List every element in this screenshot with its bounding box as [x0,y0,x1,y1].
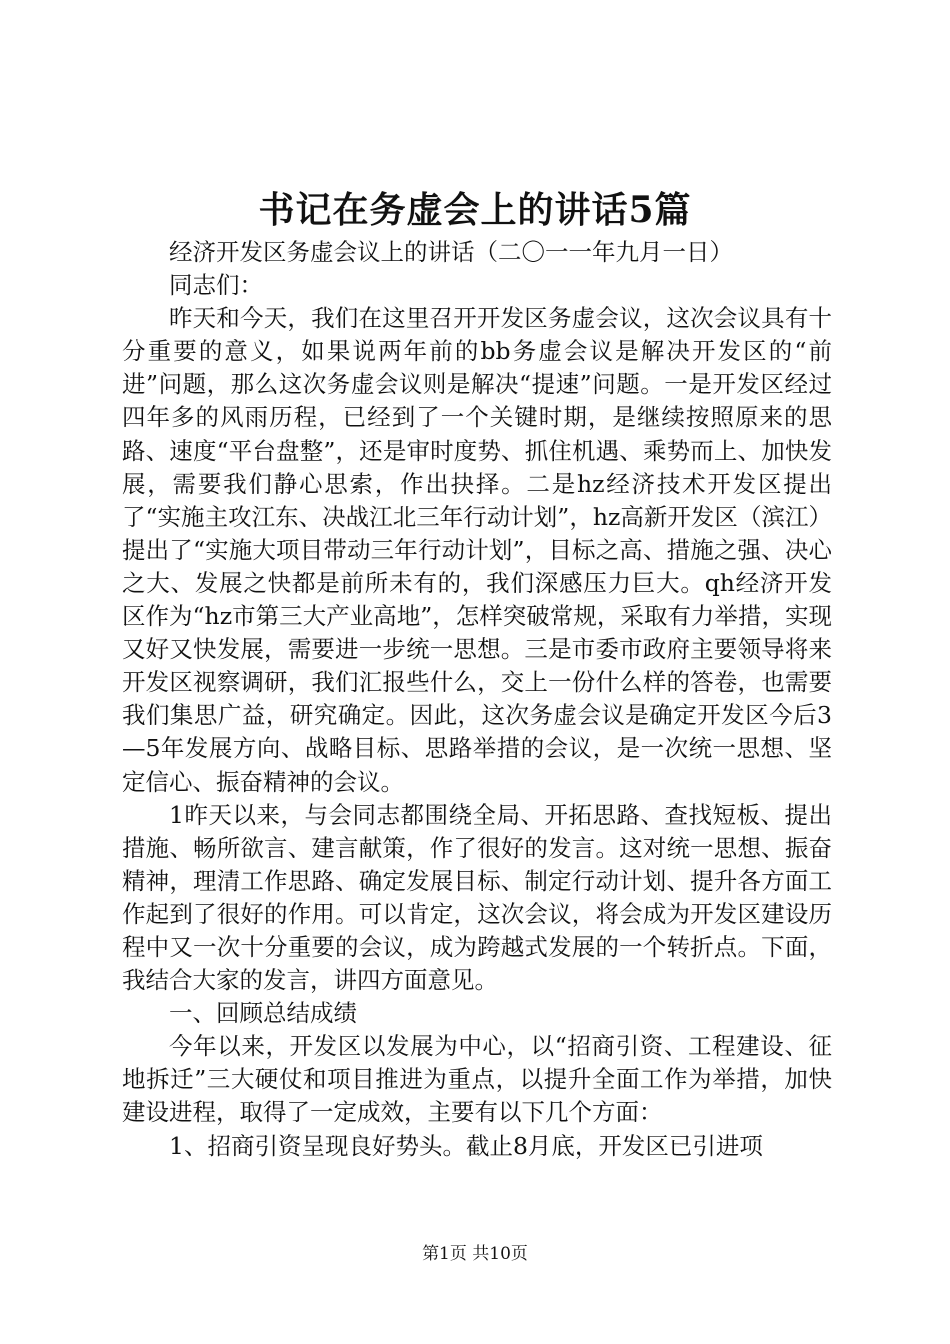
section-heading: 一、回顾总结成绩 [169,999,357,1028]
paragraph-subtitle: 经济开发区务虚会议上的讲话（二〇一一年九月一日） [169,238,733,266]
paragraph: 今年以来，开发区以发展为中心，以“招商引资、工程建设、征地拆迁”三大硬仗和项目推进为重点，以提升全面工作为举措，加快建设进程，取得了一定成效，主要有以下几个方面： [122,1032,832,1127]
document-body [122,236,832,1163]
paragraph: 1、招商引资呈现良好势头。截止8月底，开发区已引进项 [169,1131,763,1160]
paragraph-salutation: 同志们： [169,271,263,300]
paragraph: 昨天和今天，我们在这里召开开发区务虚会议，这次会议具有十分重要的意义，如果说两年前的bb务虚会议是解决开发区的“前进”问题，那么这次务虚会议则是解决“提速”问题。一是开发区经过四年多的风雨历程，已经到了一个关键时期，是继续按照原来的思路、速度“平台盘整”，还是审时度势、抓住机遇、乘势而上、加快发展，需要我们静心思索，作出抉择。二是hz经济技术开发区提出了“实施主攻江东、决战江北三年行动计划”，hz高新开发区（滨江）提出了“实施大项目带动三年行动计划”，目标之高、措施之强、决心之大、发展之快都是前所未有的，我们深感压力巨大。qh经济开发区作为“hz市第三大产业高地”，怎样突破常规，采取有力举措，实现又好又快发展，需要进一步统一思想。三是市委市政府主要领导将来开发区视察调研，我们汇报些什么，交上一份什么样的答卷，也需要我们集思广益，研究确定。因此，这次务虚会议是确定开发区今后3—5年发展方向、战略目标、思路举措的会议，是一次统一思想、坚定信心、振奋精神的会议。 [122,304,832,796]
document-title: 书记在务虚会上的讲话5篇 [258,189,692,231]
page-footer: 第1页 共10页 [422,1244,528,1264]
paragraph: 1昨天以来，与会同志都围绕全局、开拓思路、查找短板、提出措施、畅所欲言、建言献策，作了很好的发言。这对统一思想、振奋精神，理清工作思路、确定发展目标、制定行动计划、提升各方面工作起到了很好的作用。可以肯定，这次会议，将会成为开发区建设历程中又一次十分重要的会议，成为跨越式发展的一个转折点。下面，我结合大家的发言，讲四方面意见。 [122,800,832,995]
